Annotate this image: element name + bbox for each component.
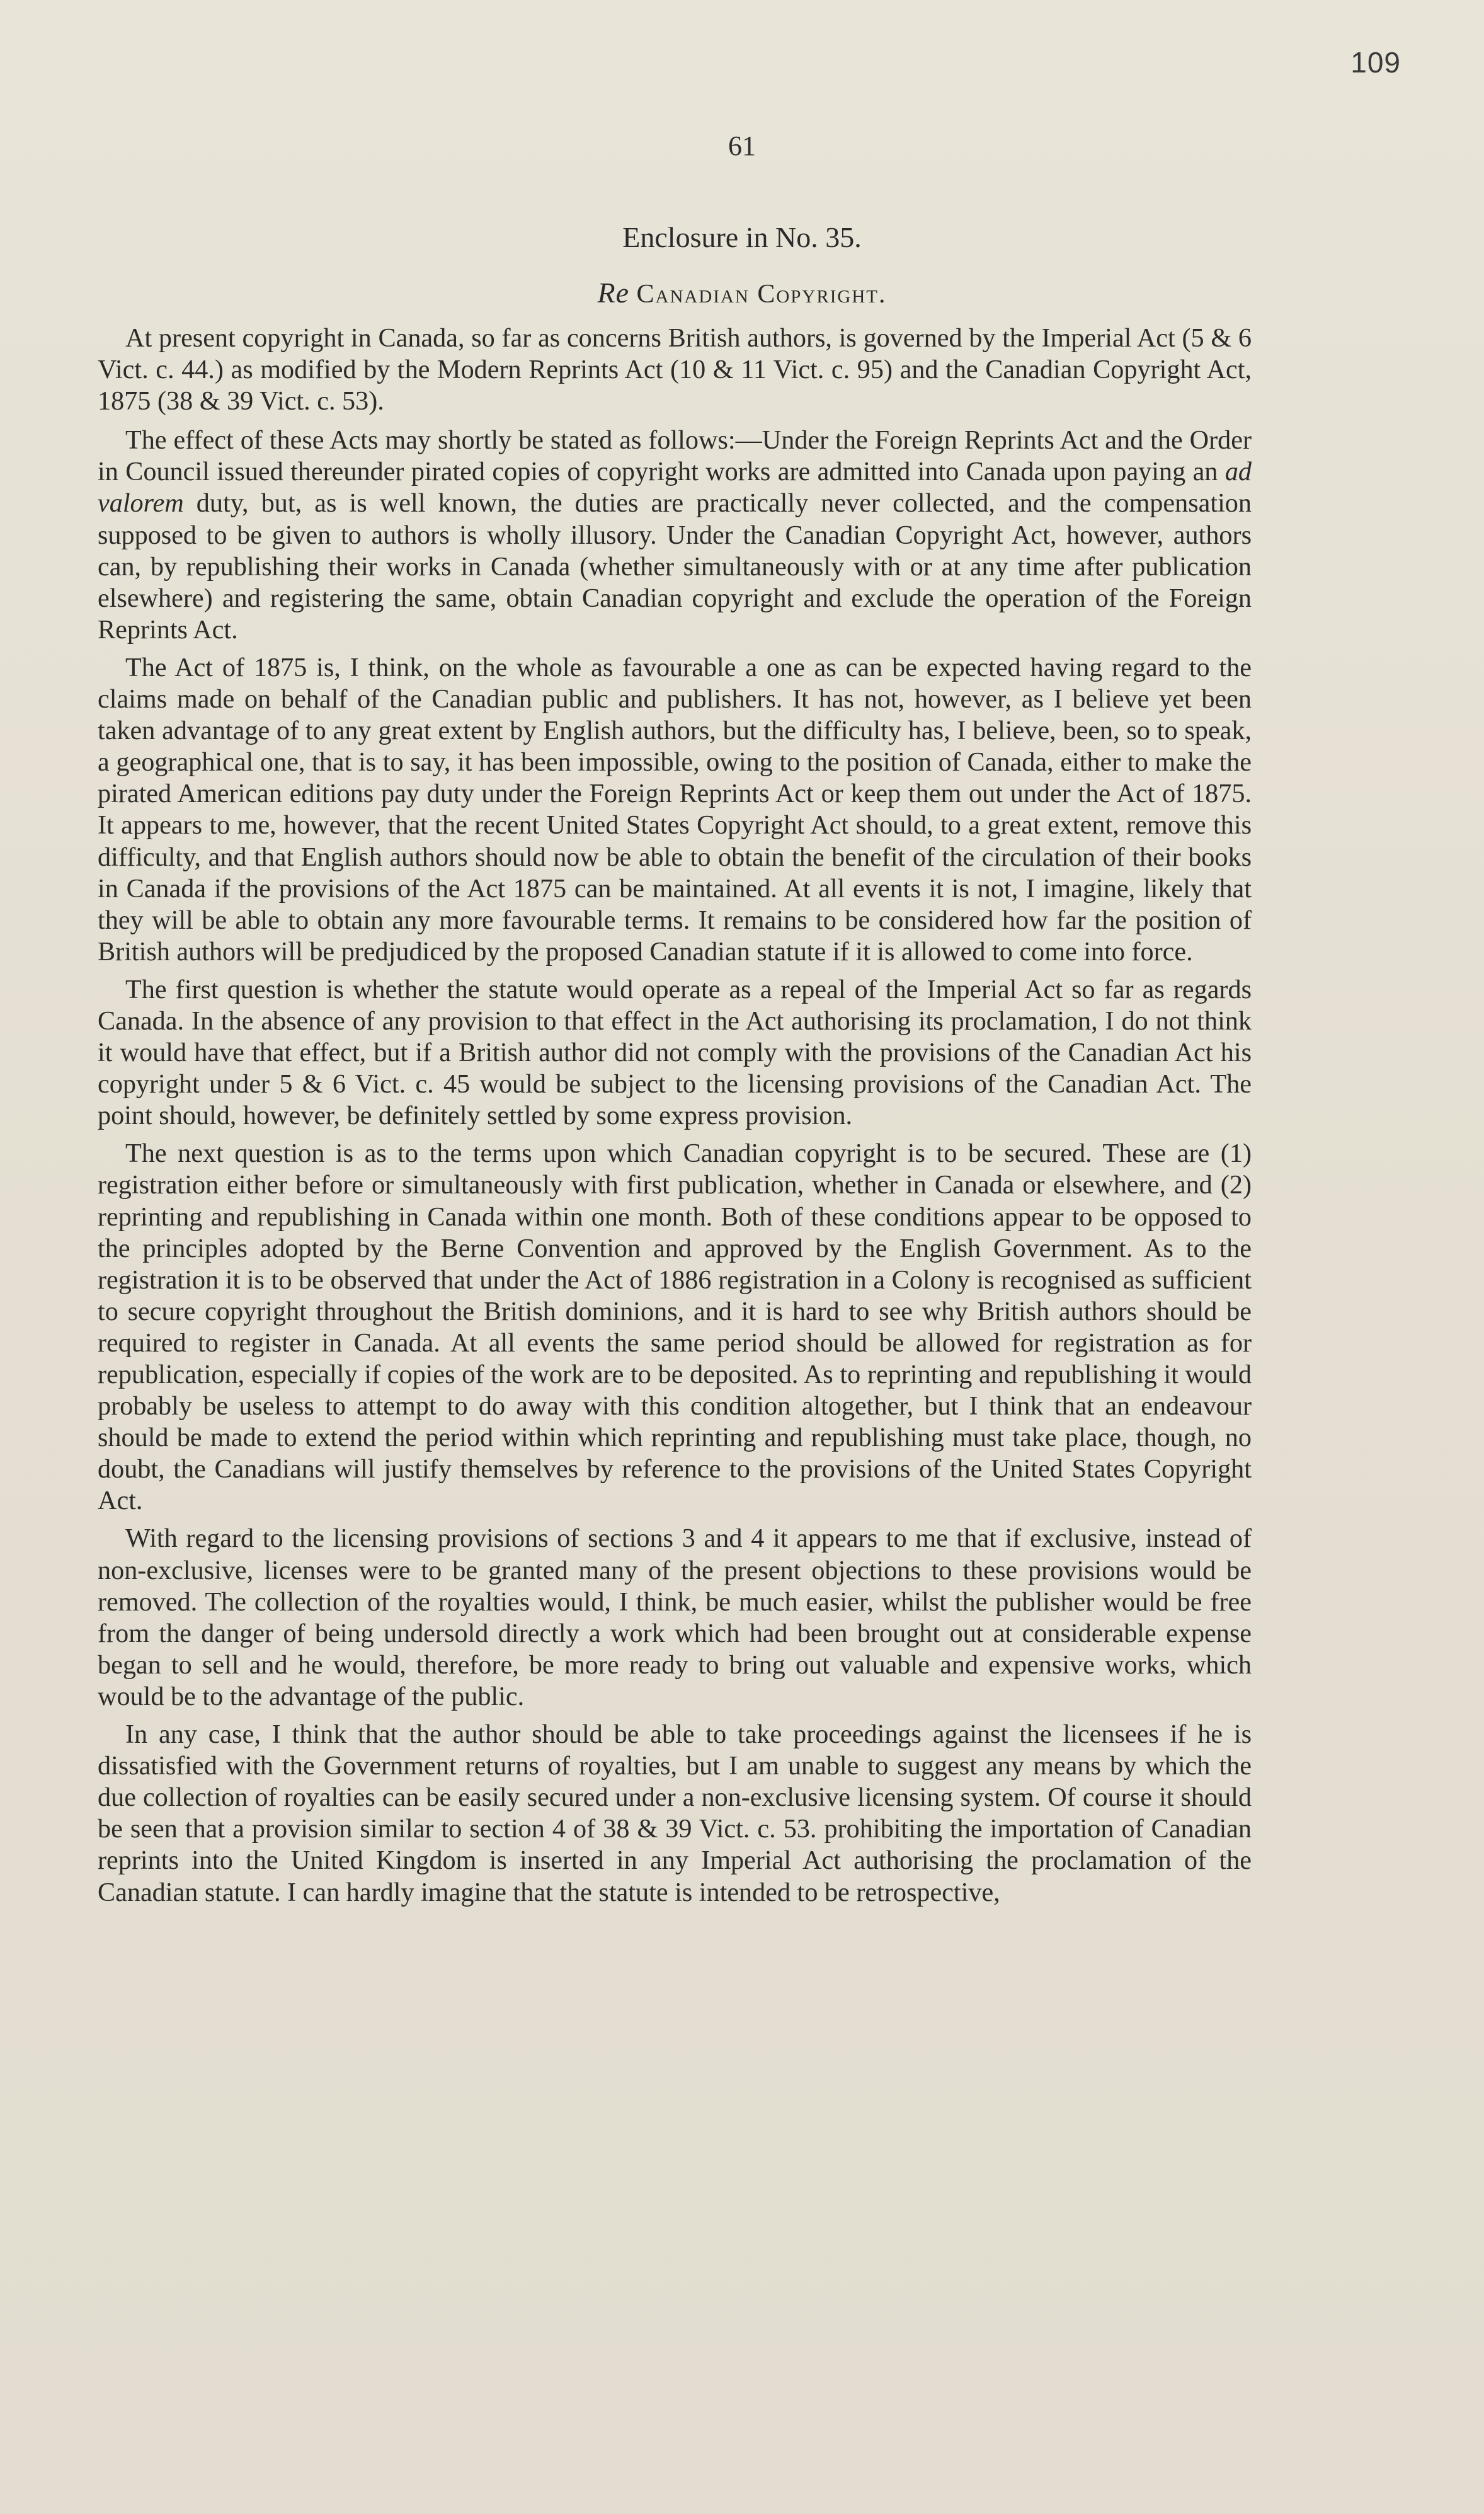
paragraph: The next question is as to the terms upon which Canadian copyright is to be secured. These are (1) registration either before or simultaneously with first publication, whether in Canada or elsewhere, and (2) reprinting and republishing in Canada within one month. Both of these conditions appear to be opposed to the principles adopted by the Berne Convention and approved by the English Government. As to the registration it is to be observed that under the Act of 1886 registration in a Colony is recognised as sufficient to secure copyright throughout the British dominions, and it is hard to see why British authors should be required to register in Canada. At all events the same period should be allowed for registration as for republication, especially if copies of the work are to be deposited. As to reprinting and republishing it would probably be useless to attempt to do away with this condition altogether, but I think that an endeavour should be made to extend the period within which reprinting and republishing must take place, though, no doubt, the Canadians will justify themselves by reference to the provisions of the United States Copyright Act. bbox=[98, 1139, 1252, 1516]
body-text bbox=[98, 323, 1252, 1915]
paragraph bbox=[98, 425, 1252, 646]
italic-term: ad valorem bbox=[98, 457, 1252, 519]
corner-page-number: 109 bbox=[1350, 46, 1401, 79]
paragraph: The first question is whether the statute would operate as a repeal of the Imperial Act so far as regards Canada. In the absence of any provision to that effect in the Act authorising its proclamation, I do not think it would have that effect, but if a British author did not comply with the provisions of the Canadian Act his copyright under 5 & 6 Vict. c. 45 would be subject to the licensing provisions of the Canadian Act. The point should, however, be definitely settled by some express provision. bbox=[98, 974, 1252, 1131]
page-number: 61 bbox=[728, 130, 756, 161]
paragraph: The Act of 1875 is, I think, on the whole as favourable a one as can be expected having regard to the claims made on behalf of the Canadian public and publishers. It has not, however, as I believe yet been taken advantage of to any great extent by English authors, but the difficulty has, I believe, been, so to speak, a geographical one, that is to say, it has been impossible, owing to the position of Canada, either to make the pirated American editions pay duty under the Foreign Reprints Act or keep them out under the Act of 1875. It appears to me, however, that the recent United States Copyright Act should, to a great extent, remove this difficulty, and that English authors should now be able to obtain the benefit of the circulation of their books in Canada if the provisions of the Act 1875 can be maintained. At all events it is not, I imagine, likely that they will be able to obtain any more favourable terms. It remains to be considered how far the position of British authors will be predjudiced by the proposed Canadian statute if it is allowed to come into force. bbox=[98, 652, 1252, 967]
subject-prefix: Re bbox=[597, 277, 630, 309]
paragraph: In any case, I think that the author should be able to take proceedings against the licensees if he is dissatisfied with the Government returns of royalties, but I am unable to suggest any means by which the due collection of royalties can be easily secured under a non-exclusive licensing system. Of course it should be seen that a provision similar to section 4 of 38 & 39 Vict. c. 53. prohibiting the importation of Canadian reprints into the United Kingdom is inserted in any Imperial Act authorising the proclamation of the Canadian statute. I can hardly imagine that the statute is intended to be retrospective, bbox=[98, 1719, 1252, 1907]
paragraph-text: duty, but, as is well known, the duties are practically never collected, and the compensation supposed to be given to authors is wholly illusory. Under the Canadian Copyright Act, however, authors can, by republishing their works in Canada (whether simultaneously with or at any time after publication elsewhere) and registering the same, obtain Canadian copyright and exclude the operation of the Foreign Reprints Act. bbox=[98, 488, 1252, 645]
subject-title: Canadian Copyright. bbox=[636, 280, 887, 309]
paragraph: With regard to the licensing provisions of sections 3 and 4 it appears to me that if exclusive, instead of non-exclusive, licenses were to be granted many of the present objections to these provisions would be removed. The collection of the royalties would, I think, be much easier, whilst the publisher would be free from the danger of being undersold directly a work which had been brought out at considerable expense began to sell and he would, therefore, be more ready to bring out valuable and expensive works, which would be to the advantage of the public. bbox=[98, 1524, 1252, 1711]
paragraph-text: The effect of these Acts may shortly be stated as follows:—Under the Foreign Reprints Act and the Order in Council issued thereunder pirated copies of copyright works are admitted into Canada upon paying an bbox=[98, 425, 1252, 487]
subject-heading bbox=[0, 276, 1484, 309]
paragraph: At present copyright in Canada, so far as concerns British authors, is governed by the Imperial Act (5 & 6 Vict. c. 44.) as modified by the Modern Reprints Act (10 & 11 Vict. c. 95) and the Canadian Copyright Act, 1875 (38 & 39 Vict. c. 53). bbox=[98, 323, 1252, 416]
enclosure-heading: Enclosure in No. 35. bbox=[622, 221, 862, 253]
